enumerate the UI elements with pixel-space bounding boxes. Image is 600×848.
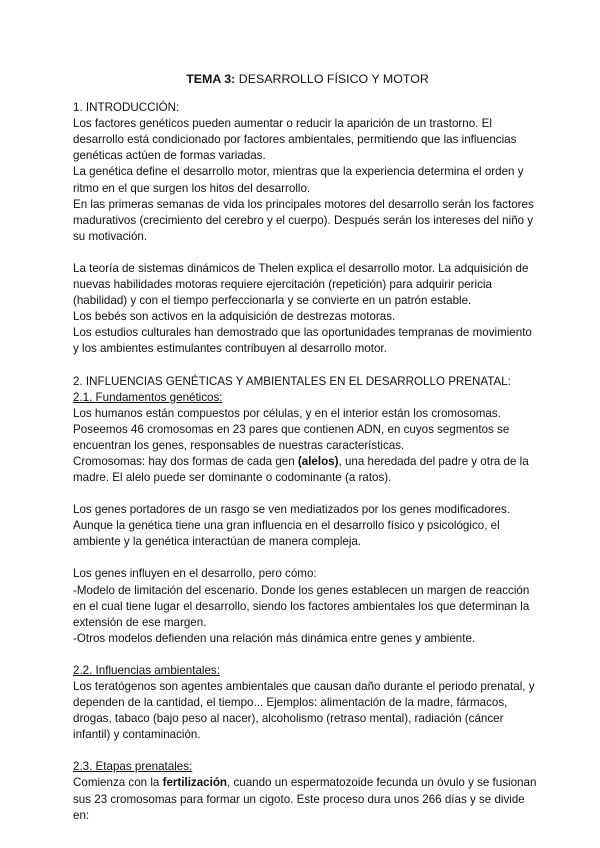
paragraph (73, 454, 540, 486)
text-run: Comienza con la (73, 776, 163, 790)
text-run: , cuando un espermatozoide fecunda un óvulo y se fusionan sus 23 cromosomas para formar un cigoto. Este proceso dura unos 266 días y se divide en: (73, 776, 537, 822)
title-bold: TEMA 3: (186, 72, 236, 86)
paragraph: La genética define el desarrollo motor, mientras que la experiencia determina el orden y ritmo en el que surgen los hitos del desarrollo. (73, 165, 524, 195)
title-rest: DESARROLLO FÍSICO Y MOTOR (235, 72, 429, 86)
paragraph (73, 775, 540, 823)
paragraph: Los factores genéticos pueden aumentar o reducir la aparición de un trastorno. El desarrollo está condicionado por factores ambientales, permitiendo que las influencias genéticas actúen de formas variadas. (73, 117, 517, 163)
spacer (73, 486, 540, 502)
page-title (73, 71, 540, 87)
paragraph: -Modelo de limitación del escenario. Donde los genes establecen un margen de reacción en el cual tiene lugar el desarrollo, siendo los factores ambientales los que determinan la extensión de ese margen. (73, 583, 530, 629)
paragraph: Aunque la genética tiene una gran influencia en el desarrollo físico y psicológico, el ambiente y la genética interactúan de manera compleja. (73, 519, 500, 549)
paragraph: Los humanos están compuestos por células, y en el interior están los cromosomas. (73, 406, 501, 420)
subsection-heading-environmental: 2.2. Influencias ambientales: (73, 663, 220, 677)
text-run: Cromosomas: hay dos formas de cada gen (73, 454, 298, 468)
spacer (73, 245, 540, 261)
spacer (73, 743, 540, 759)
spacer (73, 550, 540, 566)
paragraph: -Otros modelos defienden una relación más dinámica entre genes y ambiente. (73, 631, 476, 645)
paragraph: Los teratógenos son agentes ambientales que causan daño durante el periodo prenatal, y dependen de la cantidad, el tiempo... Ejemplos: alimentación de la madre, fármacos, drogas, tabaco (bajo peso al nacer), alcoholismo (retraso mental), radiación (cáncer infantil) y contaminación. (73, 680, 535, 742)
section-1-heading: 1. INTRODUCCIÓN: (73, 101, 180, 115)
paragraph: Los bebés son activos en la adquisición de destrezas motoras. (73, 310, 396, 324)
spacer (73, 647, 540, 663)
paragraph: Poseemos 46 cromosomas en 23 pares que contienen ADN, en cuyos segmentos se encuentran los genes, responsables de nuestras características. (73, 422, 510, 452)
subsection-heading-prenatal-stages: 2.3. Etapas prenatales: (73, 760, 193, 774)
bold-term-alelos: (alelos) (297, 454, 339, 468)
spacer (73, 358, 540, 374)
paragraph: Los genes influyen en el desarrollo, pero cómo: (73, 567, 317, 581)
section-2-heading: 2. INFLUENCIAS GENÉTICAS Y AMBIENTALES EN EL DESARROLLO PRENATAL: (73, 374, 511, 388)
text-run: , una heredada del padre y otra de la madre. El alelo puede ser dominante o codominante (a ratos). (73, 454, 529, 485)
paragraph: La teoría de sistemas dinámicos de Thelen explica el desarrollo motor. La adquisición de nuevas habilidades motoras requiere ejercitación (repetición) para adquirir pericia (habilidad) y con el tiempo perfeccionarla y se convierte en un patrón estable. (73, 261, 529, 308)
bold-term-fertilizacion: fertilización (162, 776, 228, 790)
paragraph: Los estudios culturales han demostrado que las oportunidades tempranas de movimiento y los ambientes estimulantes contribuyen al desarrollo motor. (73, 326, 532, 356)
subsection-heading-genetic: 2.1. Fundamentos genéticos: (73, 390, 223, 404)
paragraph: En las primeras semanas de vida los principales motores del desarrollo serán los factores madurativos (crecimiento del cerebro y el cuerpo). Después serán los intereses del niño y su motivación. (73, 197, 534, 243)
paragraph: Los genes portadores de un rasgo se ven mediatizados por los genes modificadores. (73, 503, 510, 517)
